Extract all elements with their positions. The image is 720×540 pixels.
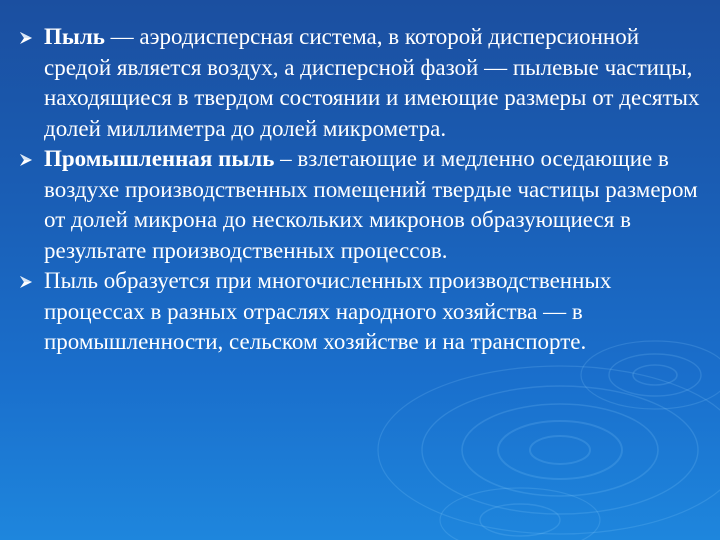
- arrowhead-bullet-icon: [19, 275, 33, 289]
- arrowhead-bullet-icon: [19, 153, 33, 167]
- bullet-text: — аэродисперсная система, в которой дисперсионной средой является воздух, а дисперсной фазой — пылевые частицы, находящиеся в твердом состоянии и имеющие размеры от десятых долей миллиметра до долей микрометра.: [44, 24, 700, 141]
- list-item: [0, 144, 720, 266]
- list-item: [0, 22, 720, 144]
- bullet-term: Пыль: [44, 24, 105, 49]
- bullet-text: – взлетающие и медленно оседающие в воздухе производственных помещений твердые частицы размером от долей микрона до нескольких микронов образующиеся в результате производственных процессов.: [44, 146, 698, 263]
- arrowhead-bullet-icon: [19, 31, 33, 45]
- bullet-text: Пыль образуется при многочисленных производственных процессах в разных отраслях народного хозяйства — в промышленности, сельском хозяйстве и на транспорте.: [44, 268, 612, 354]
- bullet-list: [0, 22, 720, 358]
- bullet-term: Промышленная пыль: [44, 146, 275, 171]
- list-item: [0, 266, 720, 358]
- slide-body: [0, 22, 720, 358]
